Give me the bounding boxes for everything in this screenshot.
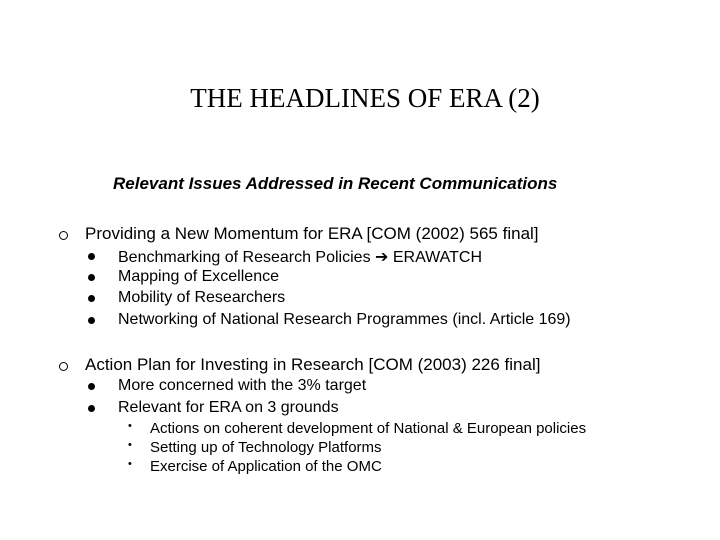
small-bullet-icon: • — [128, 439, 132, 451]
filled-circle-bullet-icon — [88, 295, 95, 302]
small-bullet-icon: • — [128, 458, 132, 470]
filled-circle-bullet-icon — [88, 253, 95, 260]
filled-circle-bullet-icon — [88, 383, 95, 390]
slide-subtitle: Relevant Issues Addressed in Recent Communications — [113, 174, 558, 193]
hollow-circle-bullet-icon — [59, 231, 68, 240]
small-bullet-icon: • — [128, 420, 132, 432]
filled-circle-bullet-icon — [88, 274, 95, 281]
slide-title: THE HEADLINES OF ERA (2) — [190, 83, 540, 113]
filled-circle-bullet-icon — [88, 317, 95, 324]
hollow-circle-bullet-icon — [59, 362, 68, 371]
slide: THE HEADLINES OF ERA (2) Relevant Issues Addressed in Recent Communications Providing a New Momentum for ERA [COM (2002) 565 final] Benchmarking of Research Policies ➔ ERAWATCH Mapping of Excellence Mobility of Researchers Networking of National Research Programmes (incl. Article 169) Action Plan for Investing in Research [COM (2003) 226 final] More concerned with the 3% target Relevant for ERA on 3 grounds • Actions on coherent development of National & European policies • Setting up of Technology Platforms • Exercise of Application of the OMC — [0, 0, 720, 540]
filled-circle-bullet-icon — [88, 405, 95, 412]
